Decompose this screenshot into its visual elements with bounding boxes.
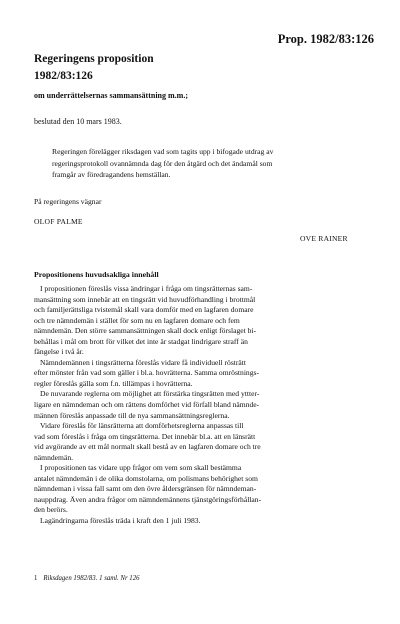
summary-line: vad som föreslås i fråga om tingsrätterna. Det innebär bl.a. att en länsrätt xyxy=(34,431,256,441)
summary-line: nämndemän. xyxy=(34,452,74,462)
intro-line: Regeringen förelägger riksdagen vad som tagits upp i bifogade utdrag av xyxy=(52,147,274,156)
summary-line: männen föreslås anpassade till de nya sammansättningsreglerna. xyxy=(34,410,230,420)
summary-line: efter mönster från vad som gäller i bl.a. hovrätterna. Samma omröstnings- xyxy=(34,368,260,378)
document-number: 1982/83:126 xyxy=(34,70,93,82)
intro-line: framgår av föredragandens hemställan. xyxy=(52,170,171,179)
intro-line: regeringsprotokoll ovannämnda dag för den åtgärd och det ändamål som xyxy=(52,158,273,168)
summary-line: och familjerättsliga tvistemål skall vara domför med en lagfaren domare xyxy=(34,305,254,315)
summary-line: antalet nämndemän i de olika domstolarna, om polismans behörighet som xyxy=(34,473,258,483)
summary-line: regler föreslås gälla som f.n. tillämpas i hovrätterna. xyxy=(34,378,193,388)
summary-body xyxy=(34,284,368,527)
summary-line: nauppdrag. Även andra frågor om nämndemännens tjänstgöringsförhållan- xyxy=(34,494,262,504)
summary-line: Nämndemännen i tingsrätterna föreslås vidare få individuell rösträtt xyxy=(40,357,247,367)
footnote xyxy=(34,575,140,582)
summary-line: Vidare föreslås för länsrätterna att domförhetsreglerna anpassas till xyxy=(40,421,244,431)
signatory-prime-minister: OLOF PALME xyxy=(34,217,83,226)
summary-line: mansättning som innebär att en tingsrätt vid huvudförhandling i brottmål xyxy=(34,294,256,304)
summary-line: den berörs. xyxy=(34,505,68,515)
summary-line: I propositionen föreslås vissa ändringar i fråga om tingsrätternas sam- xyxy=(40,284,253,293)
on-behalf-line: På regeringens vägnar xyxy=(34,197,102,206)
document-subject: om underrättelsernas sammansättning m.m.; xyxy=(34,91,188,100)
summary-line: Lagändringarna föreslås träda i kraft den 1 juli 1983. xyxy=(40,516,201,526)
summary-heading: Propositionens huvudsakliga innehåll xyxy=(34,270,159,279)
signatory-minister: OVE RAINER xyxy=(300,234,348,243)
footnote-number: 1 xyxy=(34,575,38,582)
summary-line: och tre nämndemän i stället för som nu en lagfaren domare och fem xyxy=(34,315,240,325)
summary-line: nämndeman i vissa fall samt om den övre åldersgränsen för nämndeman- xyxy=(34,484,257,494)
summary-line: fängelse i två år. xyxy=(34,347,84,357)
summary-line: De nuvarande reglerna om möjlighet att förstärka tingsrätten med yttter- xyxy=(40,389,260,399)
footnote-text: Riksdagen 1982/83. 1 saml. Nr 126 xyxy=(43,575,140,582)
intro-paragraph xyxy=(52,146,372,181)
summary-line: nämndemän. Den större sammansättningen skall dock enligt förslaget bi- xyxy=(34,326,257,336)
document-title: Regeringens proposition xyxy=(34,53,154,65)
summary-line: behållas i mål om brott för vilket det inte är stadgat lindrigare straff än xyxy=(34,336,248,346)
decision-date: beslutad den 10 mars 1983. xyxy=(34,117,122,126)
summary-line: I propositionen tas vidare upp frågor om vem som skall bestämma xyxy=(40,463,242,473)
proposition-number: Prop. 1982/83:126 xyxy=(277,32,374,46)
summary-line: vid avgörande av ett mål normalt skall bestå av en lagfaren domare och tre xyxy=(34,442,261,452)
summary-line: ligare en nämndeman och om rättens domförhet vid förfall bland nämnde- xyxy=(34,400,260,410)
